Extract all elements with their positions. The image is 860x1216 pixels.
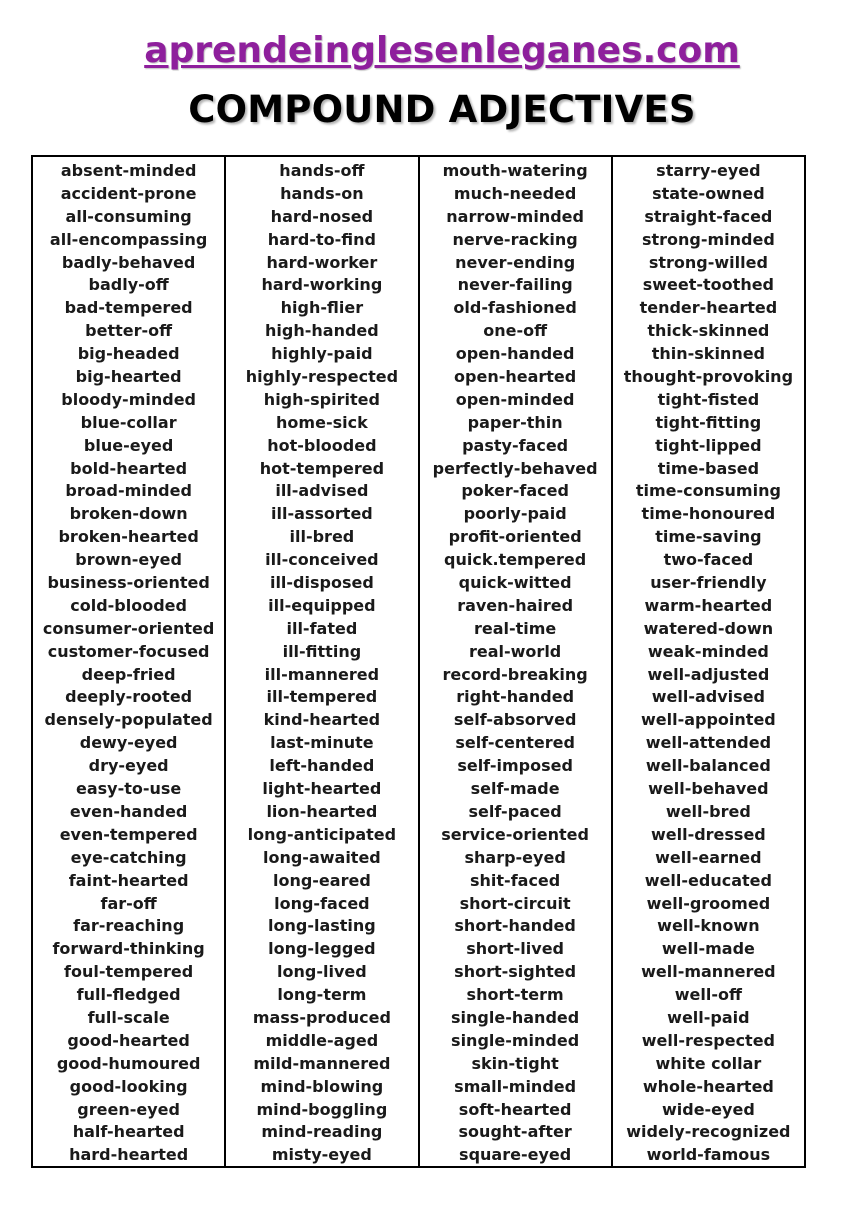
word-item: all-encompassing <box>49 229 208 249</box>
word-item: well-educated <box>644 870 772 890</box>
word-item: far-off <box>100 893 157 913</box>
word-item: light-hearted <box>262 779 382 799</box>
word-item: long-anticipated <box>247 824 397 844</box>
word-item: raven-haired <box>457 595 574 615</box>
word-item: profit-oriented <box>448 527 582 547</box>
word-item: highly-paid <box>271 344 373 364</box>
word-item: well-off <box>674 985 742 1005</box>
word-item: high-handed <box>265 321 379 341</box>
word-item: quick.tempered <box>444 550 587 570</box>
word-item: foul-tempered <box>64 962 194 982</box>
word-item: long-legged <box>268 939 376 959</box>
word-item: single-minded <box>451 1030 580 1050</box>
word-item: much-needed <box>453 183 577 203</box>
word-item: time-consuming <box>635 481 781 501</box>
word-item: broken-hearted <box>58 527 199 547</box>
word-item: even-tempered <box>59 824 198 844</box>
word-item: lion-hearted <box>266 801 378 821</box>
word-item: green-eyed <box>77 1099 180 1119</box>
word-item: full-scale <box>87 1007 170 1027</box>
word-item: misty-eyed <box>271 1145 372 1165</box>
word-item: sought-after <box>458 1122 572 1142</box>
word-item: hard-hearted <box>69 1145 189 1165</box>
word-item: short-sighted <box>454 962 577 982</box>
word-item: hard-to-find <box>267 229 376 249</box>
word-item: starry-eyed <box>656 161 761 180</box>
word-item: tight-fitting <box>655 412 762 432</box>
word-item: cold-blooded <box>70 595 187 615</box>
word-item: sharp-eyed <box>464 847 566 867</box>
word-item: densely-populated <box>44 710 213 730</box>
word-item: blue-eyed <box>83 435 174 455</box>
word-item: small-minded <box>454 1076 577 1096</box>
word-item: ill-assorted <box>270 504 373 524</box>
word-item: well-paid <box>667 1007 750 1027</box>
word-item: well-made <box>661 939 755 959</box>
word-item: two-faced <box>663 550 754 570</box>
word-item: well-groomed <box>646 893 771 913</box>
word-item: well-advised <box>651 687 765 707</box>
word-item: hot-blooded <box>267 435 377 455</box>
word-item: mind-reading <box>261 1122 383 1142</box>
word-item: high-flier <box>280 298 364 318</box>
word-item: ill-advised <box>275 481 369 501</box>
word-item: hands-on <box>280 183 364 203</box>
word-item: ill-disposed <box>269 573 374 593</box>
word-item: time-honoured <box>641 504 776 524</box>
word-item: never-ending <box>455 252 576 272</box>
word-item: hard-nosed <box>270 206 374 226</box>
word-item: time-based <box>657 458 760 478</box>
word-item: well-mannered <box>641 962 776 982</box>
word-item: tender-hearted <box>639 298 778 318</box>
word-item: perfectly-behaved <box>432 458 598 478</box>
word-item: shit-faced <box>470 870 561 890</box>
word-item: ill-bred <box>289 527 355 547</box>
site-link[interactable]: aprendeinglesenleganes.com <box>144 30 740 71</box>
word-table <box>31 155 806 1168</box>
word-item: tight-fisted <box>657 389 760 409</box>
word-item: long-awaited <box>262 847 381 867</box>
word-item: old-fashioned <box>453 298 577 318</box>
word-item: absent-minded <box>60 161 197 180</box>
word-item: poorly-paid <box>463 504 567 524</box>
word-item: well-attended <box>645 733 772 753</box>
word-item: long-lasting <box>268 916 376 936</box>
word-item: thin-skinned <box>651 344 766 364</box>
page-title: COMPOUND ADJECTIVES <box>188 88 696 131</box>
word-item: blue-collar <box>80 412 177 432</box>
word-item: last-minute <box>270 733 374 753</box>
word-item: forward-thinking <box>52 939 205 959</box>
word-item: hard-working <box>261 275 383 295</box>
word-item: mind-boggling <box>256 1099 388 1119</box>
word-item: short-circuit <box>459 893 571 913</box>
word-column-3 <box>418 157 611 1166</box>
word-item: ill-mannered <box>264 664 380 684</box>
word-item: real-time <box>473 618 557 638</box>
word-item: business-oriented <box>47 573 210 593</box>
word-item: home-sick <box>276 412 368 432</box>
word-item: faint-hearted <box>68 870 189 890</box>
word-item: narrow-minded <box>446 206 584 226</box>
word-item: record-breaking <box>442 664 588 684</box>
word-item: badly-behaved <box>61 252 196 272</box>
word-item: half-hearted <box>72 1122 185 1142</box>
word-item: long-lived <box>277 962 367 982</box>
word-item: highly-respected <box>245 367 399 387</box>
word-item: better-off <box>85 321 173 341</box>
word-item: good-hearted <box>67 1030 190 1050</box>
word-item: state-owned <box>652 183 765 203</box>
word-item: watered-down <box>643 618 774 638</box>
word-item: self-absorved <box>453 710 577 730</box>
word-item: left-handed <box>269 756 375 776</box>
word-item: mass-produced <box>252 1007 391 1027</box>
word-item: ill-tempered <box>266 687 378 707</box>
word-item: hard-worker <box>266 252 378 272</box>
word-item: full-fledged <box>76 985 181 1005</box>
word-item: consumer-oriented <box>42 618 215 638</box>
word-item: broad-minded <box>65 481 192 501</box>
word-item: customer-focused <box>47 641 210 661</box>
word-item: deeply-rooted <box>65 687 193 707</box>
word-item: widely-recognized <box>626 1122 791 1142</box>
word-item: world-famous <box>646 1145 771 1165</box>
word-item: one-off <box>483 321 548 341</box>
word-item: big-headed <box>77 344 180 364</box>
word-item: square-eyed <box>459 1145 572 1165</box>
word-item: warm-hearted <box>644 595 773 615</box>
word-item: ill-equipped <box>268 595 376 615</box>
word-item: whole-hearted <box>642 1076 774 1096</box>
word-item: long-eared <box>272 870 371 890</box>
word-item: far-reaching <box>73 916 185 936</box>
word-item: open-hearted <box>454 367 577 387</box>
word-item: badly-off <box>88 275 169 295</box>
word-item: accident-prone <box>60 183 197 203</box>
word-item: bloody-minded <box>61 389 196 409</box>
word-item: right-handed <box>456 687 575 707</box>
word-item: broken-down <box>69 504 188 524</box>
word-item: skin-tight <box>471 1053 559 1073</box>
word-item: good-looking <box>69 1076 188 1096</box>
word-item: bold-hearted <box>70 458 188 478</box>
word-item: thick-skinned <box>647 321 770 341</box>
word-item: never-failing <box>457 275 573 295</box>
word-item: soft-hearted <box>458 1099 572 1119</box>
word-item: all-consuming <box>65 206 192 226</box>
word-column-2 <box>224 157 417 1166</box>
word-item: thought-provoking <box>623 367 794 387</box>
word-item: single-handed <box>451 1007 580 1027</box>
word-item: deep-fried <box>81 664 176 684</box>
word-item: well-balanced <box>645 756 771 776</box>
word-column-4 <box>611 157 804 1166</box>
word-item: mouth-watering <box>442 161 588 180</box>
word-item: kind-hearted <box>263 710 381 730</box>
word-item: nerve-racking <box>452 229 578 249</box>
word-item: long-term <box>277 985 367 1005</box>
word-item: well-respected <box>641 1030 775 1050</box>
word-item: well-earned <box>655 847 762 867</box>
word-item: poker-faced <box>461 481 569 501</box>
word-item: long-faced <box>274 893 370 913</box>
word-item: short-term <box>466 985 564 1005</box>
word-item: dry-eyed <box>88 756 169 776</box>
word-item: big-hearted <box>75 367 182 387</box>
word-item: ill-conceived <box>265 550 379 570</box>
word-item: wide-eyed <box>661 1099 755 1119</box>
word-item: quick-witted <box>458 573 572 593</box>
word-item: bad-tempered <box>64 298 193 318</box>
word-item: hands-off <box>279 161 365 180</box>
word-item: strong-minded <box>641 229 775 249</box>
word-item: self-imposed <box>457 756 573 776</box>
word-item: pasty-faced <box>462 435 569 455</box>
word-item: tight-lipped <box>655 435 762 455</box>
word-item: even-handed <box>69 801 188 821</box>
word-column-1 <box>33 157 224 1166</box>
word-item: user-friendly <box>650 573 767 593</box>
word-item: dewy-eyed <box>79 733 178 753</box>
word-item: mind-blowing <box>260 1076 384 1096</box>
word-item: short-handed <box>454 916 576 936</box>
word-item: weak-minded <box>647 641 769 661</box>
word-item: open-minded <box>455 389 575 409</box>
word-item: well-appointed <box>640 710 776 730</box>
word-item: well-dressed <box>650 824 766 844</box>
word-item: short-lived <box>466 939 565 959</box>
word-item: self-made <box>470 779 560 799</box>
word-item: well-known <box>657 916 760 936</box>
word-item: open-handed <box>455 344 575 364</box>
word-item: paper-thin <box>467 412 563 432</box>
word-item: well-adjusted <box>647 664 770 684</box>
word-item: sweet-toothed <box>642 275 775 295</box>
word-item: self-centered <box>455 733 575 753</box>
word-item: service-oriented <box>441 824 589 844</box>
word-item: ill-fated <box>286 618 358 638</box>
word-item: white collar <box>655 1053 762 1073</box>
word-item: high-spirited <box>263 389 380 409</box>
word-item: good-humoured <box>56 1053 201 1073</box>
word-item: straight-faced <box>644 206 773 226</box>
word-item: brown-eyed <box>75 550 182 570</box>
word-item: strong-willed <box>648 252 768 272</box>
word-item: well-bred <box>665 801 751 821</box>
word-item: well-behaved <box>648 779 769 799</box>
word-item: middle-aged <box>265 1030 379 1050</box>
word-item: self-paced <box>468 801 562 821</box>
word-item: real-world <box>468 641 562 661</box>
word-item: easy-to-use <box>75 779 182 799</box>
word-item: ill-fitting <box>282 641 362 661</box>
word-item: eye-catching <box>70 847 187 867</box>
word-item: hot-tempered <box>259 458 385 478</box>
word-item: mild-mannered <box>253 1053 391 1073</box>
word-item: time-saving <box>655 527 762 547</box>
